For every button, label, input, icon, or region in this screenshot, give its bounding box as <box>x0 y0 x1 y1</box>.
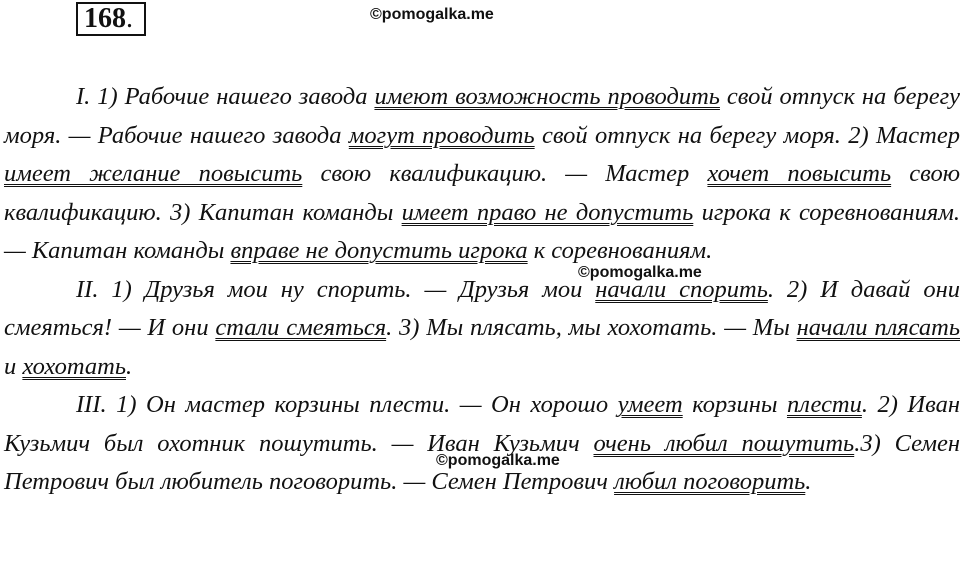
text-segment: корзины <box>682 391 787 418</box>
text-segment: и <box>4 352 23 380</box>
underlined-phrase: хохотать <box>22 352 126 380</box>
watermark-bottom: ©pomogalka.me <box>436 452 560 469</box>
exercise-number-dot: . <box>126 3 133 34</box>
paragraph-1 <box>4 78 960 271</box>
text-segment: . 3) Мы плясать, мы хохотать. — Мы <box>386 314 797 341</box>
exercise-text <box>4 78 960 502</box>
underlined-phrase: умеет <box>617 391 683 418</box>
underlined-phrase: имеет право не допустить <box>401 198 694 226</box>
text-segment: . <box>126 352 133 380</box>
text-segment: к соревнованиям. <box>527 237 713 264</box>
underlined-phrase: очень любил пошутить <box>593 429 855 457</box>
text-segment: . 2) И давай они смеяться! — И они <box>4 275 960 341</box>
text-segment: III. 1) Он мастер корзины плести. — Он хорошо <box>76 391 618 418</box>
paragraph-3 <box>4 386 960 502</box>
text-segment: I. 1) Рабочие нашего завода <box>76 83 375 110</box>
underlined-phrase: начали спорить <box>595 275 768 303</box>
text-segment: .3) Семен Петрович был любитель поговорить. — Семен Петрович <box>4 429 960 495</box>
text-segment: свой отпуск на берегу моря. — Рабочие нашего завода <box>4 83 960 149</box>
underlined-phrase: стали смеяться <box>215 314 387 341</box>
underlined-phrase: вправе не допустить игрока <box>230 237 528 264</box>
text-segment: свой отпуск на берегу моря. 2) Мастер <box>534 121 960 149</box>
text-segment: . <box>805 468 812 495</box>
text-segment: игрока к соревнованиям. — Капитан команды <box>4 198 960 264</box>
underlined-phrase: имеет желание повысить <box>4 160 303 187</box>
underlined-phrase: любил поговорить <box>614 468 806 495</box>
exercise-number: 168 <box>84 3 126 34</box>
underlined-phrase: могут проводить <box>348 121 535 149</box>
underlined-phrase: имеют возможность проводить <box>374 83 720 110</box>
watermark-middle: ©pomogalka.me <box>578 264 702 281</box>
text-segment: . 2) Иван Кузьмич был охотник пошутить. — Иван Кузьмич <box>4 391 960 457</box>
underlined-phrase: плести <box>786 391 862 418</box>
paragraph-2 <box>4 271 960 387</box>
underlined-phrase: хочет повысить <box>707 160 892 187</box>
watermark-top: ©pomogalka.me <box>370 6 494 23</box>
underlined-phrase: начали плясать <box>796 314 960 341</box>
text-segment: свою квалификацию. — Мастер <box>302 160 708 187</box>
text-segment: свою квалификацию. 3) Капитан команды <box>4 160 960 226</box>
text-segment: II. 1) Друзья мои ну спорить. — Друзья мои <box>76 275 596 303</box>
exercise-number-box <box>76 2 146 36</box>
